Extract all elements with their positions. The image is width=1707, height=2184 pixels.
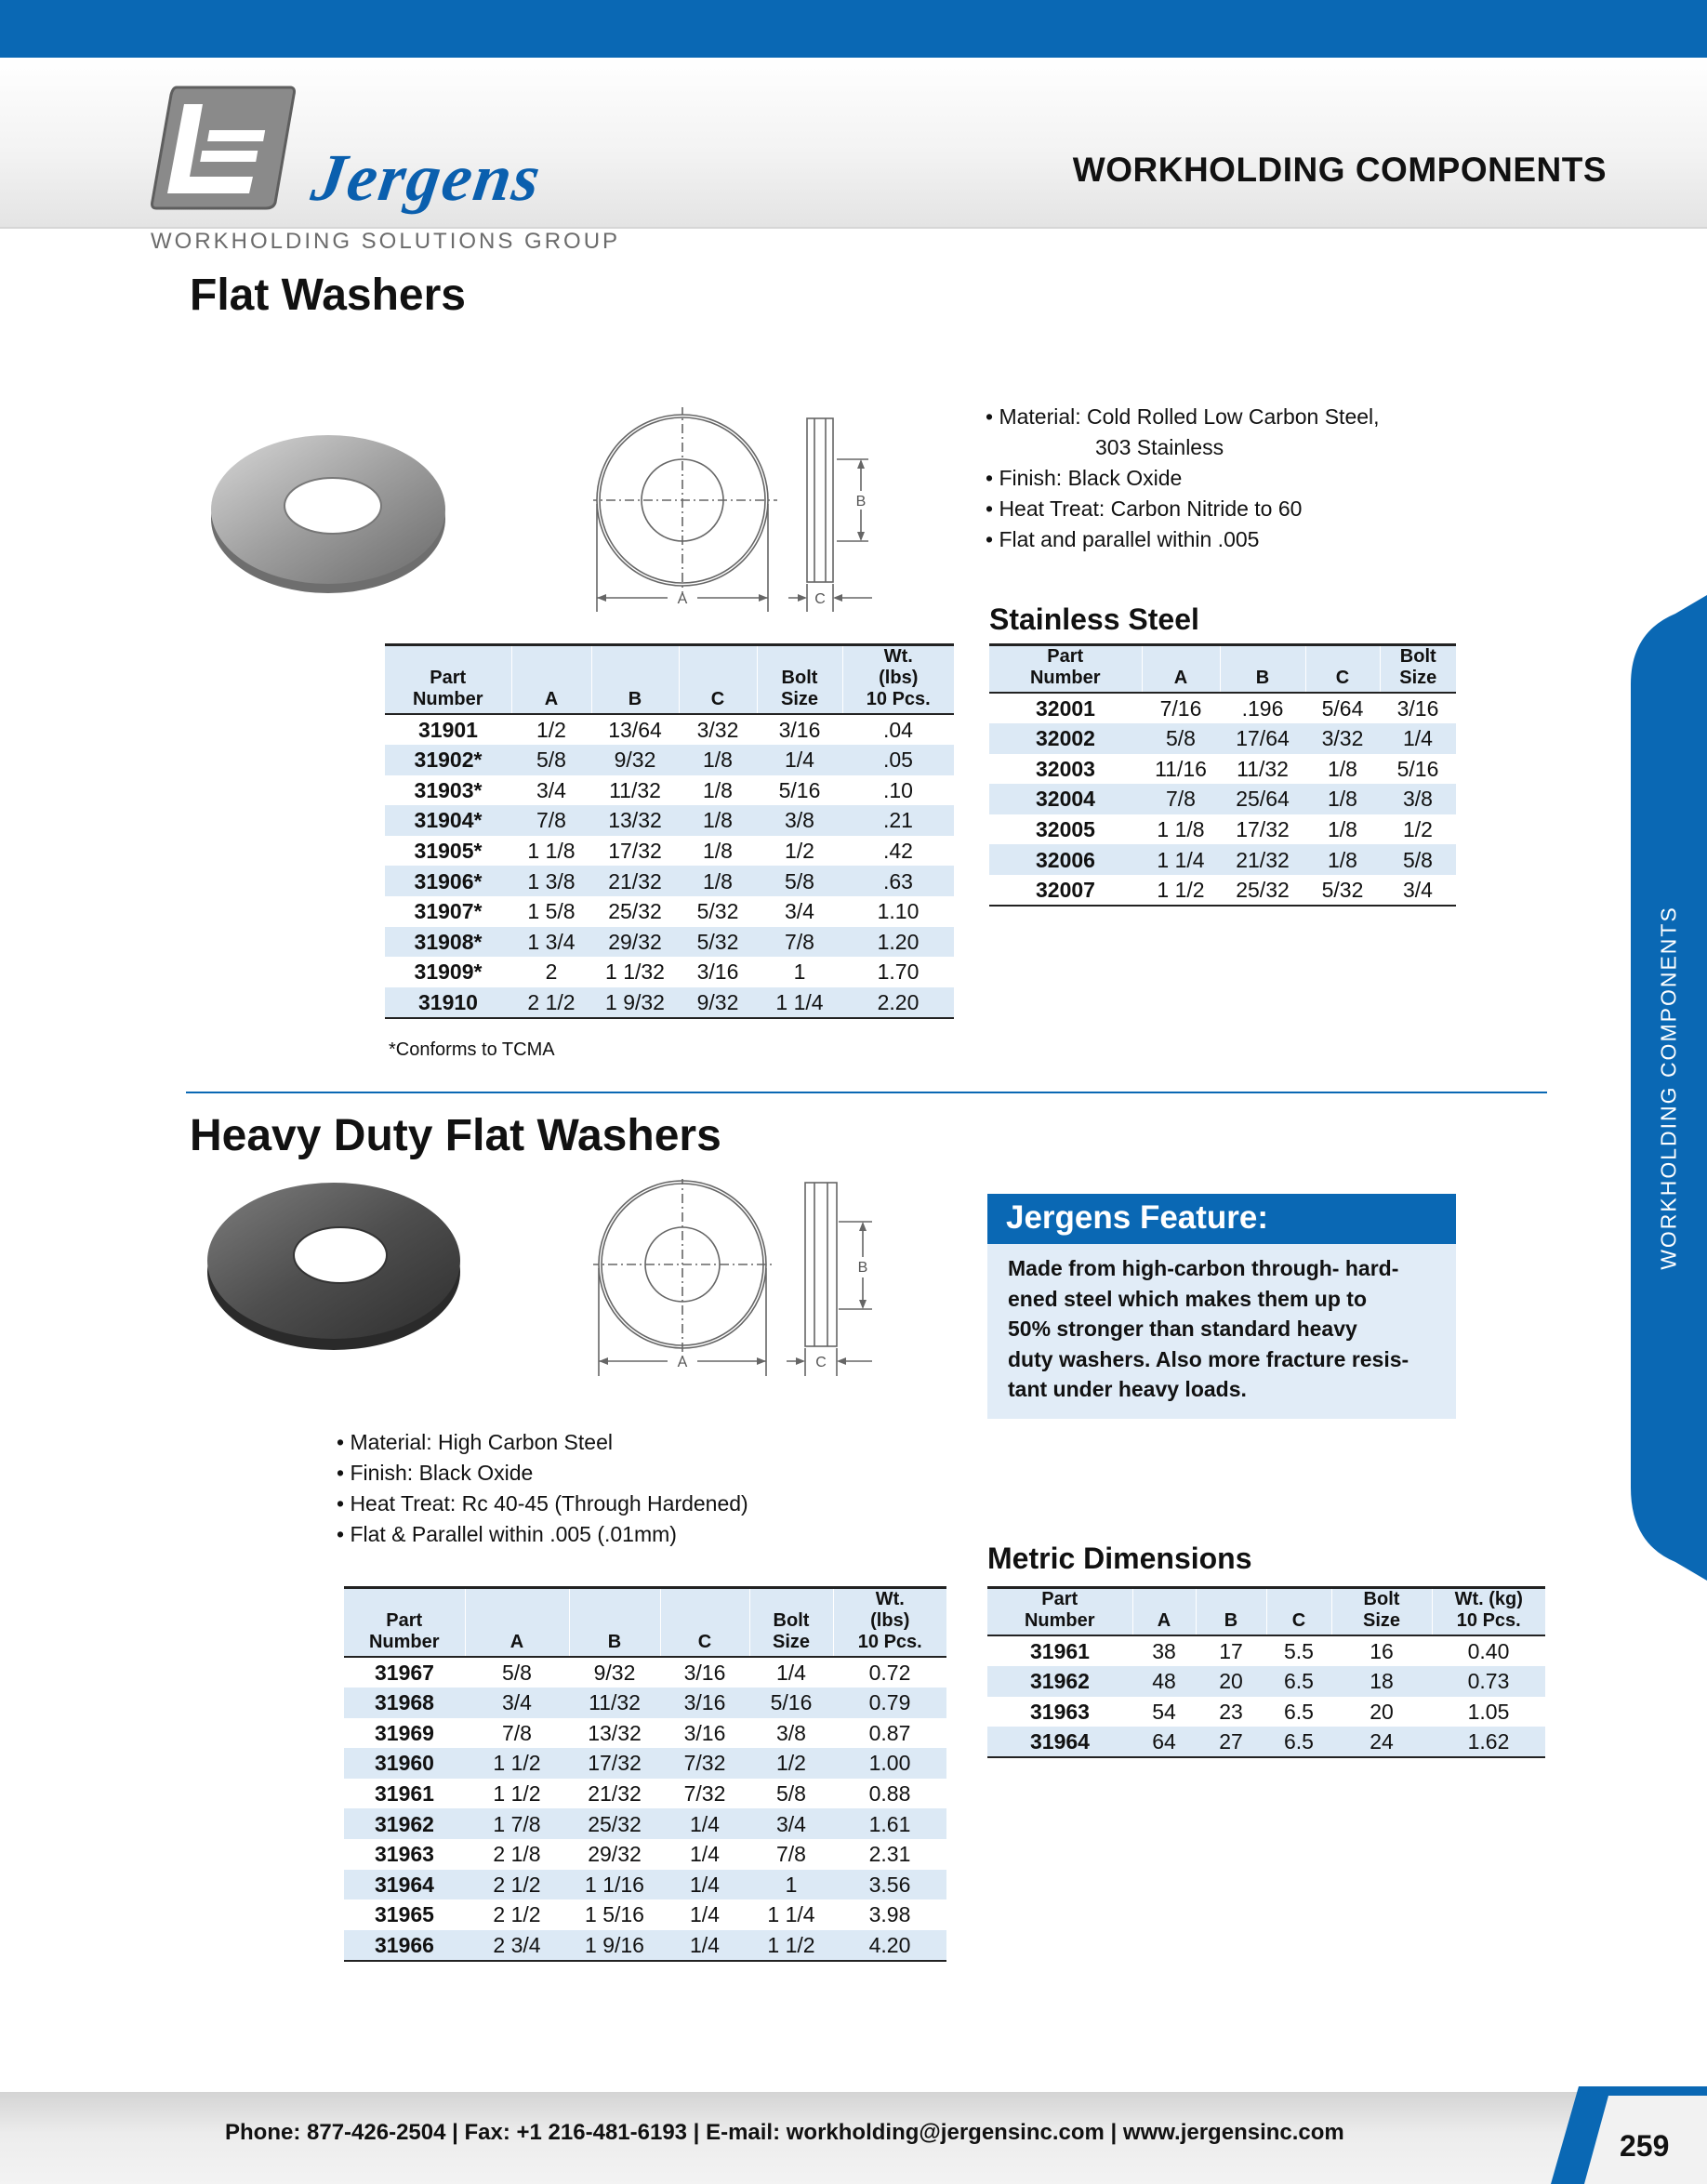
table-row: 31905* 1 1/8 17/32 1/8 1/2 .42 bbox=[414, 839, 913, 864]
heavy-washer-specs bbox=[337, 1427, 748, 1550]
table-row: 32006 1 1/4 21/32 1/8 5/8 bbox=[989, 844, 1456, 875]
metric-dimensions-table bbox=[987, 1586, 1545, 1758]
col-header: A bbox=[1142, 645, 1220, 694]
dim-b-label: B bbox=[857, 1260, 868, 1276]
spec-line: • Material: High Carbon Steel bbox=[337, 1430, 613, 1454]
brand-name: Jergens bbox=[307, 140, 547, 215]
stainless-steel-title: Stainless Steel bbox=[989, 602, 1199, 636]
table-row: 31909* 2 1 1/32 3/16 1 1.70 bbox=[414, 960, 920, 985]
heavy-duty-title: Heavy Duty Flat Washers bbox=[190, 1111, 721, 1160]
col-header: B bbox=[1196, 1588, 1266, 1636]
jergens-logo-icon bbox=[149, 84, 298, 210]
dim-b-label: B bbox=[855, 494, 867, 510]
col-header: C bbox=[679, 645, 757, 715]
table-row: 31966 2 3/4 1 9/16 1/4 1 1/2 4.20 bbox=[344, 1930, 946, 1961]
col-header: B bbox=[1220, 645, 1305, 694]
table-row: 31968 3/4 11/32 3/16 5/16 0.79 bbox=[344, 1688, 946, 1718]
table-row: 31962 48 20 6.5 18 0.73 bbox=[987, 1666, 1545, 1697]
col-header: Bolt Size bbox=[1380, 645, 1456, 694]
col-header: C bbox=[660, 1588, 749, 1658]
table-row: 31901 1/2 13/64 3/32 3/16 .04 bbox=[418, 718, 913, 742]
heavy-washer-photo bbox=[203, 1175, 465, 1354]
table-row: 31961 38 17 5.5 16 0.40 bbox=[1030, 1639, 1510, 1663]
table-row: 31910 2 1/2 1 9/32 9/32 1 1/4 2.20 bbox=[385, 987, 954, 1018]
col-header: A bbox=[511, 645, 591, 715]
col-header: B bbox=[569, 1588, 660, 1658]
stainless-steel-table bbox=[989, 643, 1456, 907]
spec-line: • Flat & Parallel within .005 (.01mm) bbox=[337, 1522, 677, 1546]
dim-c-label: C bbox=[815, 1355, 827, 1370]
dim-a-label: A bbox=[677, 1355, 688, 1370]
col-header: A bbox=[465, 1588, 569, 1658]
col-header: Part Number bbox=[385, 645, 511, 715]
table-row: 31964 64 27 6.5 24 1.62 bbox=[987, 1727, 1545, 1757]
feature-title: Jergens Feature: bbox=[987, 1194, 1456, 1244]
table-row: 32003 11/16 11/32 1/8 5/16 bbox=[1036, 756, 1439, 781]
spec-line: • Finish: Black Oxide bbox=[337, 1461, 534, 1485]
spec-line: • Heat Treat: Carbon Nitride to 60 bbox=[986, 496, 1303, 521]
col-header: Part Number bbox=[344, 1588, 465, 1658]
page-number: 259 bbox=[1620, 2129, 1670, 2163]
table-row: 31960 1 1/2 17/32 7/32 1/2 1.00 bbox=[344, 1748, 946, 1779]
table-row: 32002 5/8 17/64 3/32 1/4 bbox=[989, 723, 1456, 754]
feature-text: Made from high-carbon through- hard- ened steel which makes them up to 50% stronger than standard heavy duty washers. Also more fracture resis- tant under heavy loads. bbox=[1008, 1256, 1409, 1401]
heavy-washer-drawing bbox=[593, 1179, 881, 1383]
table-row: 31963 54 23 6.5 20 1.05 bbox=[1030, 1699, 1510, 1724]
col-header: C bbox=[1305, 645, 1380, 694]
table-row: 32007 1 1/2 25/32 5/32 3/4 bbox=[989, 875, 1456, 906]
section-divider bbox=[186, 1092, 1547, 1093]
table-row: 31904* 7/8 13/32 1/8 3/8 .21 bbox=[385, 805, 954, 836]
header-title: WORKHOLDING COMPONENTS bbox=[1072, 151, 1607, 189]
table-row: 32004 7/8 25/64 1/8 3/8 bbox=[989, 784, 1456, 814]
table-row: 31967 5/8 9/32 3/16 1/4 0.72 bbox=[375, 1661, 911, 1685]
spec-line: • Heat Treat: Rc 40-45 (Through Hardened) bbox=[337, 1491, 748, 1516]
table-row: 31963 2 1/8 29/32 1/4 7/8 2.31 bbox=[375, 1842, 911, 1867]
table-row: 32001 7/16 .196 5/64 3/16 bbox=[1036, 696, 1439, 721]
table-row: 31961 1 1/2 21/32 7/32 5/8 0.88 bbox=[375, 1781, 911, 1807]
col-header: Wt. (lbs) 10 Pcs. bbox=[842, 645, 954, 715]
spec-line: • Material: Cold Rolled Low Carbon Steel, bbox=[986, 404, 1380, 429]
col-header: Wt. (lbs) 10 Pcs. bbox=[833, 1588, 946, 1658]
table-row: 31962 1 7/8 25/32 1/4 3/4 1.61 bbox=[344, 1808, 946, 1839]
footer-contact: Phone: 877-426-2504 | Fax: +1 216-481-6193 | E-mail: workholding@jergensinc.com | www.jergensinc.com bbox=[225, 2120, 1344, 2145]
flat-washer-drawing bbox=[593, 407, 881, 612]
table-row: 31906* 1 3/8 21/32 1/8 5/8 .63 bbox=[385, 866, 954, 896]
table-row: 31902* 5/8 9/32 1/8 1/4 .05 bbox=[385, 745, 954, 775]
spec-line: • Finish: Black Oxide bbox=[986, 466, 1183, 490]
jergens-feature-box bbox=[987, 1194, 1456, 1419]
table-row: 31969 7/8 13/32 3/16 3/8 0.87 bbox=[375, 1720, 911, 1745]
flat-washer-photo bbox=[206, 430, 450, 597]
top-color-bar bbox=[0, 0, 1707, 58]
col-header: Bolt Size bbox=[1331, 1588, 1432, 1636]
flat-washers-title: Flat Washers bbox=[190, 271, 466, 320]
spec-line: 303 Stainless bbox=[1095, 435, 1224, 459]
table-row: 32005 1 1/8 17/32 1/8 1/2 bbox=[1036, 817, 1433, 842]
spec-line: • Flat and parallel within .005 bbox=[986, 527, 1260, 551]
col-header: C bbox=[1266, 1588, 1331, 1636]
col-header: Bolt Size bbox=[749, 1588, 833, 1658]
table-row: 31964 2 1/2 1 1/16 1/4 1 3.56 bbox=[344, 1870, 946, 1900]
col-header: B bbox=[591, 645, 679, 715]
heavy-duty-table bbox=[344, 1586, 946, 1962]
side-tab-label: WORKHOLDING COMPONENTS bbox=[1656, 906, 1681, 1270]
tcma-note: *Conforms to TCMA bbox=[389, 1039, 555, 1060]
flat-washers-table bbox=[385, 643, 954, 1019]
metric-dimensions-title: Metric Dimensions bbox=[987, 1542, 1252, 1575]
table-row: 31903* 3/4 11/32 1/8 5/16 .10 bbox=[414, 777, 913, 802]
dim-a-label: A bbox=[677, 591, 688, 607]
col-header: A bbox=[1132, 1588, 1196, 1636]
col-header: Bolt Size bbox=[757, 645, 842, 715]
brand-tagline: WORKHOLDING SOLUTIONS GROUP bbox=[151, 229, 621, 254]
page-header bbox=[0, 58, 1707, 254]
col-header: Part Number bbox=[987, 1588, 1132, 1636]
dim-c-label: C bbox=[814, 591, 826, 607]
table-row: 31965 2 1/2 1 5/16 1/4 1 1/4 3.98 bbox=[375, 1902, 911, 1927]
col-header: Part Number bbox=[989, 645, 1142, 694]
col-header: Wt. (kg) 10 Pcs. bbox=[1432, 1588, 1545, 1636]
table-row: 31908* 1 3/4 29/32 5/32 7/8 1.20 bbox=[385, 927, 954, 958]
flat-washer-specs bbox=[986, 402, 1380, 555]
table-row: 31907* 1 5/8 25/32 5/32 3/4 1.10 bbox=[414, 899, 920, 924]
